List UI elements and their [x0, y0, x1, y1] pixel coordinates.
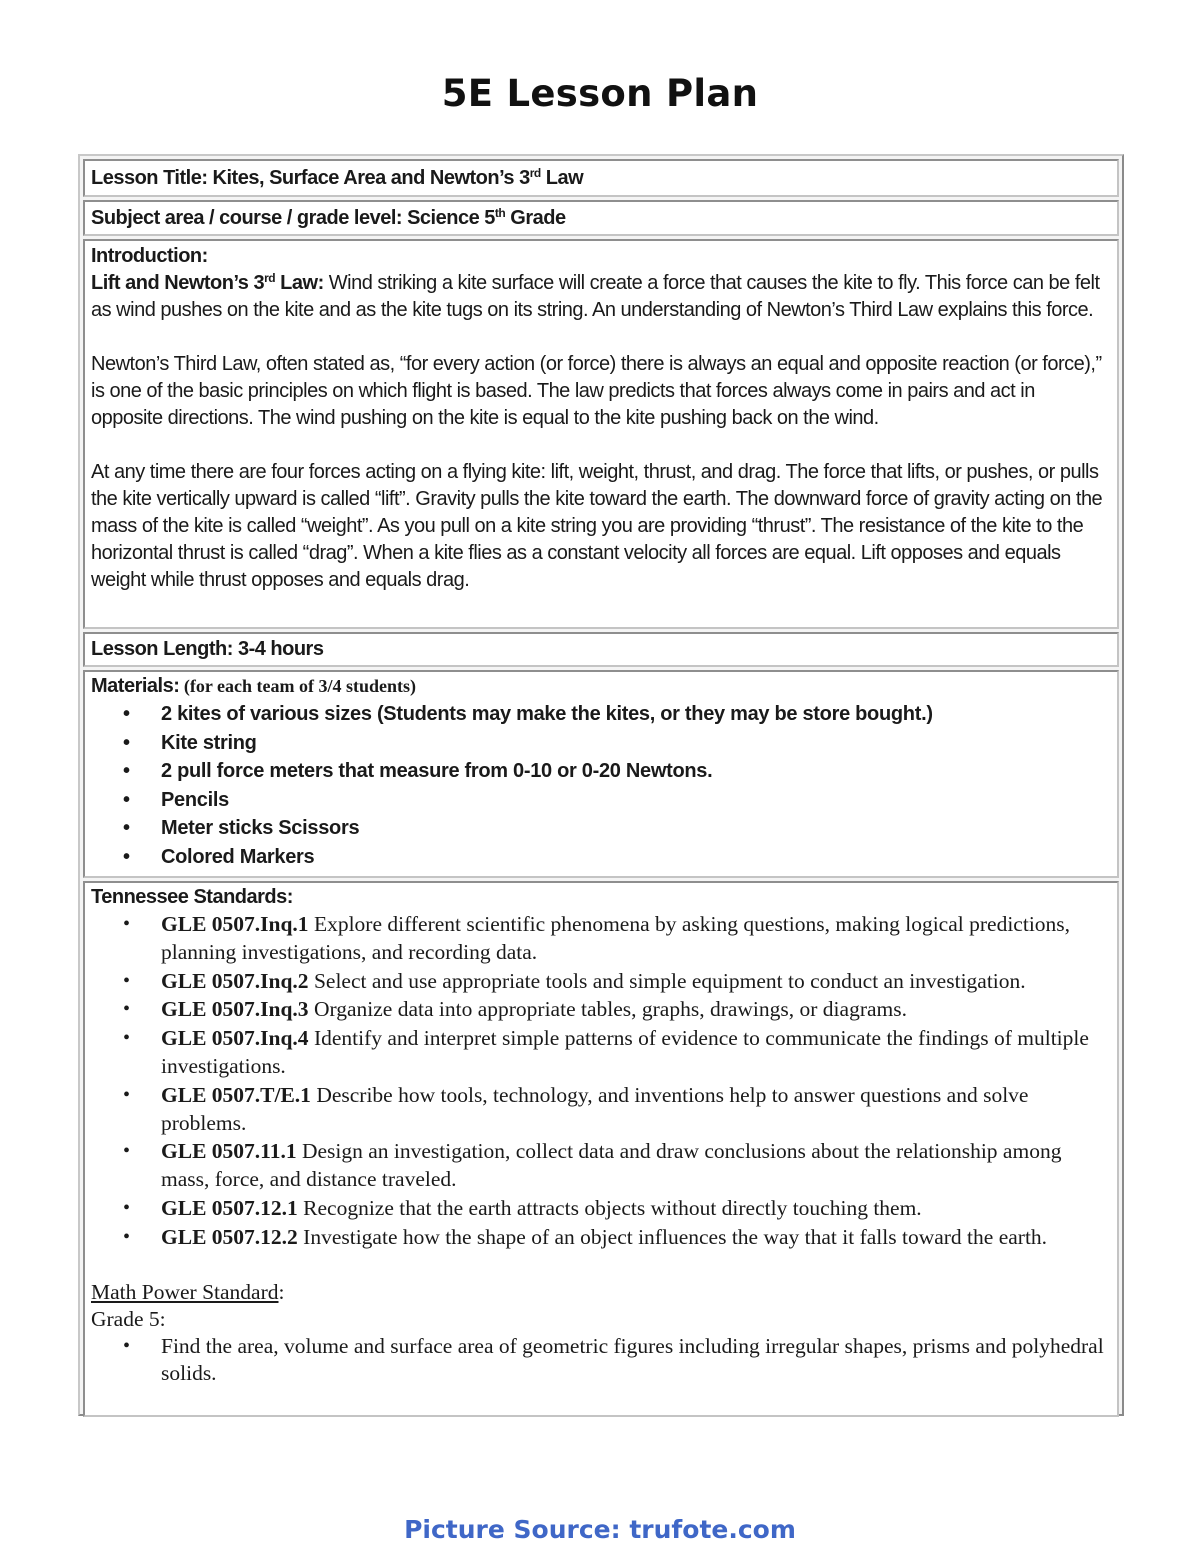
standard-item: [121, 1082, 1111, 1138]
standard-item: [121, 1195, 1111, 1223]
subject-cell: [83, 200, 1119, 236]
standard-text: Explore different scientific phenomena by asking questions, making logical predictions, planning investigations, and recording data.: [161, 912, 1071, 964]
standards-list: [91, 911, 1111, 1252]
math-grade: Grade 5:: [91, 1306, 166, 1331]
standard-code: GLE 0507.T/E.1: [161, 1082, 311, 1107]
introduction-paragraph-1: [91, 270, 1111, 324]
math-standard-heading-text: Math Power Standard: [91, 1279, 279, 1304]
materials-heading: Materials:: [91, 675, 180, 697]
introduction-lead-sup: rd: [264, 271, 276, 285]
math-standard-heading-colon: :: [278, 1279, 285, 1304]
introduction-cell: [83, 239, 1119, 629]
standard-text: Select and use appropriate tools and simple equipment to conduct an investigation.: [308, 968, 1026, 993]
lesson-title-sup: rd: [529, 166, 541, 180]
lesson-length-label: Lesson Length: 3-4 hours: [91, 638, 324, 660]
materials-list: [91, 700, 1111, 871]
math-standard-heading: [91, 1279, 1111, 1306]
materials-note: (for each team of 3/4 students): [179, 676, 417, 696]
page-title: 5E Lesson Plan: [441, 72, 759, 115]
standards-cell: [83, 881, 1119, 1417]
standard-item: [121, 968, 1111, 996]
math-standards-list: [91, 1333, 1111, 1389]
subject-label: Subject area / course / grade level: Science 5: [91, 207, 495, 229]
introduction-lead-suffix: Law:: [275, 272, 324, 294]
standard-text: Recognize that the earth attracts objects without directly touching them.: [297, 1195, 922, 1220]
standard-text: Design an investigation, collect data and draw conclusions about the relationship among mass, force, and distance traveled.: [161, 1139, 1062, 1192]
picture-source: Picture Source: trufote.com: [404, 1515, 796, 1544]
standard-code: GLE 0507.Inq.1: [161, 912, 309, 936]
materials-header: [91, 673, 1111, 700]
lesson-length-cell: [83, 632, 1119, 667]
lesson-title-suffix: Law: [540, 167, 584, 189]
lesson-title-cell: [83, 159, 1119, 197]
standard-code: GLE 0507.11.1: [161, 1139, 297, 1164]
subject-suffix: Grade: [505, 207, 566, 229]
standard-item: [121, 1224, 1111, 1252]
standard-item: [121, 996, 1111, 1024]
standard-code: GLE 0507.Inq.4: [161, 1026, 309, 1051]
materials-item: • Colored Markers: [121, 843, 1111, 872]
standard-code: GLE 0507.Inq.3: [161, 997, 309, 1022]
standard-text: Organize data into appropriate tables, graphs, drawings, or diagrams.: [308, 997, 907, 1022]
standard-text: Describe how tools, technology, and inventions help to answer questions and solve problems.: [161, 1082, 1029, 1135]
standard-text: Identify and interpret simple patterns of evidence to communicate the findings of multiple investigations.: [161, 1026, 1089, 1078]
materials-item: • 2 pull force meters that measure from 0-10 or 0-20 Newtons.: [121, 757, 1111, 786]
introduction-heading: Introduction:: [91, 245, 208, 267]
standards-heading: Tennessee Standards:: [91, 886, 293, 908]
lesson-title-label: Lesson Title: Kites, Surface Area and Newton’s 3: [91, 167, 530, 189]
introduction-paragraph-3: At any time there are four forces acting on a flying kite: lift, weight, thrust, and drag. The force that lifts, or pushes, or pulls the kite vertically upward is called “lift”. Gravity pulls the kite toward the earth. The downward force of gravity acting on the mass of the kite is called “weight”. As you pull on a kite string you are providing “thrust”. The resistance of the kite to the horizontal thrust is called “drag”. When a kite flies as a constant velocity all forces are equal. Lift opposes and equals weight while thrust opposes and equals drag.: [91, 461, 1103, 591]
standard-code: GLE 0507.12.1: [161, 1195, 298, 1220]
materials-cell: [83, 670, 1119, 878]
introduction-lead: Lift and Newton’s 3: [91, 272, 265, 294]
standard-item: [121, 911, 1111, 967]
lesson-plan-table: [78, 154, 1124, 1416]
standard-code: GLE 0507.Inq.2: [161, 968, 309, 993]
introduction-paragraph-2: Newton’s Third Law, often stated as, “for every action (or force) there is always an equal and opposite reaction (or force),” is one of the basic principles on which flight is based. The law predicts that forces always come in pairs and act in opposite directions. The wind pushing on the kite is equal to the kite pushing back on the wind.: [91, 353, 1102, 429]
standard-text: Investigate how the shape of an object influences the way that it falls toward the earth.: [297, 1224, 1048, 1249]
standard-item: [121, 1138, 1111, 1194]
materials-item: • 2 kites of various sizes (Students may make the kites, or they may be store bought.): [121, 700, 1111, 729]
introduction-paragraph-1-text: Wind striking a kite surface will create a force that causes the kite to fly. This force can be felt as wind pushes on the kite and as the kite tugs on its string. An understanding of Newton’s Third Law explains this force.: [91, 272, 1100, 321]
math-standard-item: • Find the area, volume and surface area of geometric figures including irregular shapes, prisms and polyhedral solids.: [121, 1333, 1111, 1389]
materials-item: • Kite string: [121, 729, 1111, 758]
standard-code: GLE 0507.12.2: [161, 1224, 298, 1249]
materials-item: • Meter sticks Scissors: [121, 814, 1111, 843]
materials-item: • Pencils: [121, 786, 1111, 815]
subject-sup: th: [494, 206, 506, 220]
standard-item: [121, 1025, 1111, 1081]
